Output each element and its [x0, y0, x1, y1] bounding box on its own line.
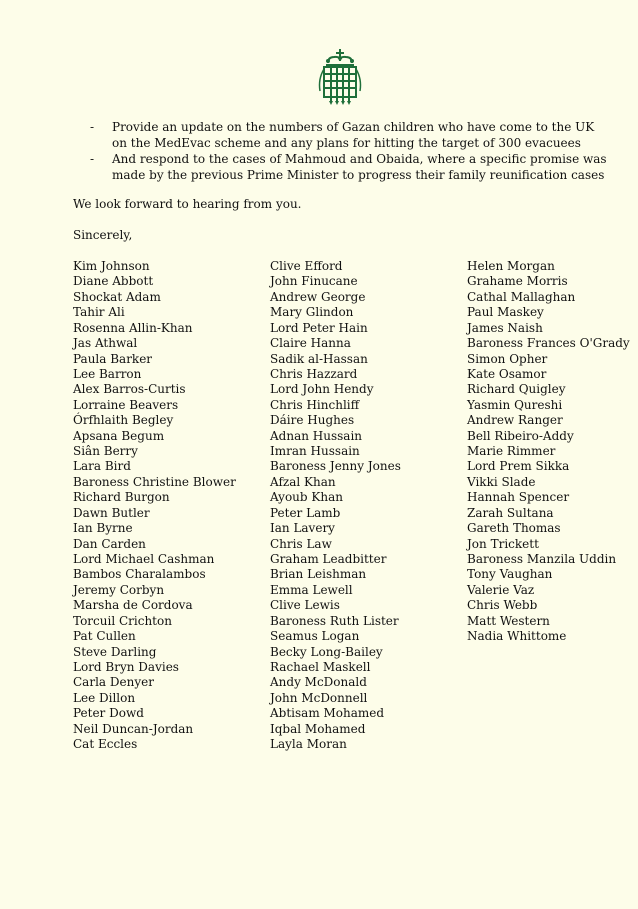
- signatory-name: Diane Abbott: [73, 274, 154, 289]
- signatory-name: Clive Efford: [270, 259, 343, 273]
- signatory-name: Seamus Logan: [270, 629, 360, 644]
- signatory-name: Cat Eccles: [73, 737, 138, 752]
- signatory-name: Chris Hinchliff: [270, 397, 360, 412]
- signatory-name: Chris Hazzard: [270, 366, 358, 381]
- signatory-name: Matt Western: [467, 613, 550, 628]
- signatory-name: Simon Opher: [467, 351, 548, 366]
- signatory-name: Steve Darling: [73, 644, 157, 659]
- signatory-name: Claire Hanna: [270, 336, 351, 351]
- signatory-name: Imran Hussain: [270, 444, 360, 459]
- signatory-name: Tahir Ali: [73, 305, 125, 320]
- signatory-name: Helen Morgan: [467, 259, 555, 273]
- signatory-name: Lord Bryn Davies: [73, 659, 179, 674]
- signatory-name: Richard Burgon: [73, 490, 170, 505]
- signatory-name: Jon Trickett: [467, 536, 539, 551]
- signatory-name: Graham Leadbitter: [270, 552, 387, 567]
- request-list: [90, 120, 610, 184]
- portcullis-icon: [316, 47, 364, 105]
- signatory-name: Paul Maskey: [467, 305, 544, 320]
- signatory-name: Carla Denyer: [73, 675, 154, 690]
- signatory-name: Cathal Mallaghan: [467, 289, 576, 304]
- signatory-name: Ian Lavery: [270, 521, 335, 536]
- signatory-name: Jeremy Corbyn: [73, 582, 165, 597]
- signatory-name: Andrew George: [270, 289, 366, 304]
- signatory-name: Siân Berry: [73, 444, 138, 459]
- request-text: Provide an update on the numbers of Gazan children who have come to the UK on the MedEvac scheme and any plans for hitting the target of 300 evacuees: [112, 120, 595, 150]
- signatory-name: Bambos Charalambos: [73, 567, 206, 582]
- signatory-name: Mary Glindon: [270, 305, 354, 320]
- signatory-name: Paula Barker: [73, 351, 153, 366]
- signatory-name: Rosenna Allin-Khan: [73, 320, 193, 335]
- signatory-name: Baroness Jenny Jones: [270, 459, 401, 474]
- signatory-name: Rachael Maskell: [270, 659, 371, 674]
- bullet-marker: -: [90, 152, 95, 166]
- signatory-name: James Naish: [467, 320, 543, 335]
- signatory-name: Vikki Slade: [467, 474, 536, 489]
- signatory-name: Valerie Vaz: [467, 582, 535, 597]
- signatory-name: John McDonnell: [270, 690, 368, 705]
- signatory-name: Baroness Frances O'Grady: [467, 336, 630, 351]
- signatory-name: Sadik al-Hassan: [270, 351, 368, 366]
- signatory-name: Zarah Sultana: [467, 505, 554, 520]
- signatory-name: Baroness Ruth Lister: [270, 613, 399, 628]
- signatory-name: Hannah Spencer: [467, 490, 570, 505]
- signatory-name: Lord Michael Cashman: [73, 552, 215, 567]
- signatory-name: Andy McDonald: [270, 675, 367, 690]
- signatory-name: Gareth Thomas: [467, 521, 561, 536]
- signatory-name: Baroness Christine Blower: [73, 474, 236, 489]
- signatory-name: Brian Leishman: [270, 567, 367, 582]
- signatory-name: Shockat Adam: [73, 289, 161, 304]
- signatory-name: Richard Quigley: [467, 382, 566, 397]
- request-item: [90, 120, 610, 151]
- signatory-name: Lord John Hendy: [270, 382, 374, 397]
- signatory-name: Pat Cullen: [73, 629, 136, 644]
- signatory-name: Grahame Morris: [467, 274, 568, 289]
- signatory-name: Bell Ribeiro-Addy: [467, 428, 574, 443]
- signatories-column-2: [270, 259, 401, 753]
- signatory-name: Andrew Ranger: [467, 413, 563, 428]
- signatory-name: Ayoub Khan: [270, 490, 343, 505]
- signatory-name: Lee Dillon: [73, 690, 136, 705]
- closing-line: We look forward to hearing from you.: [73, 197, 302, 211]
- signatory-name: Lord Prem Sikka: [467, 459, 570, 474]
- signatory-name: Marsha de Cordova: [73, 598, 193, 613]
- signatory-name: Tony Vaughan: [467, 567, 553, 582]
- signatory-name: Jas Athwal: [73, 336, 138, 351]
- signatory-name: Afzal Khan: [270, 474, 336, 489]
- signatory-name: Lorraine Beavers: [73, 397, 179, 412]
- signatories-column-3: [467, 259, 630, 645]
- signatory-name: Kim Johnson: [73, 259, 150, 273]
- signatory-name: Alex Barros-Curtis: [73, 382, 186, 397]
- signatory-name: Torcuil Crichton: [73, 613, 172, 628]
- sign-off: Sincerely,: [73, 228, 133, 242]
- signatory-name: Peter Lamb: [270, 505, 341, 520]
- signatory-name: John Finucane: [270, 274, 358, 289]
- signatory-name: Ian Byrne: [73, 521, 133, 536]
- signatory-name: Dawn Butler: [73, 505, 150, 520]
- signatory-name: Clive Lewis: [270, 598, 340, 613]
- signatory-name: Órfhlaith Begley: [73, 413, 174, 428]
- request-text: And respond to the cases of Mahmoud and Obaida, where a specific promise was made by the previous Prime Minister to progress their family reunification cases: [112, 152, 607, 182]
- signatory-name: Yasmin Qureshi: [467, 397, 563, 412]
- signatory-name: Lara Bird: [73, 459, 131, 474]
- signatory-name: Dan Carden: [73, 536, 146, 551]
- signatory-name: Abtisam Mohamed: [270, 706, 385, 721]
- request-item: [90, 152, 610, 183]
- signatory-name: Chris Law: [270, 536, 332, 551]
- bullet-marker: -: [90, 120, 95, 134]
- signatory-name: Iqbal Mohamed: [270, 721, 366, 736]
- signatory-name: Neil Duncan-Jordan: [73, 721, 194, 736]
- signatory-name: Becky Long-Bailey: [270, 644, 383, 659]
- signatory-name: Emma Lewell: [270, 582, 353, 597]
- signatory-name: Lord Peter Hain: [270, 320, 368, 335]
- signatory-name: Apsana Begum: [73, 428, 165, 443]
- signatory-name: Marie Rimmer: [467, 444, 556, 459]
- signatory-name: Layla Moran: [270, 737, 347, 752]
- signatory-name: Adnan Hussain: [270, 428, 363, 443]
- signatory-name: Chris Webb: [467, 598, 538, 613]
- signatory-name: Peter Dowd: [73, 706, 144, 721]
- signatories-column-1: [73, 259, 236, 753]
- signatory-name: Lee Barron: [73, 366, 142, 381]
- signatory-name: Kate Osamor: [467, 366, 547, 381]
- signatory-name: Dáire Hughes: [270, 413, 355, 428]
- signatory-name: Nadia Whittome: [467, 629, 567, 644]
- signatory-name: Baroness Manzila Uddin: [467, 552, 617, 567]
